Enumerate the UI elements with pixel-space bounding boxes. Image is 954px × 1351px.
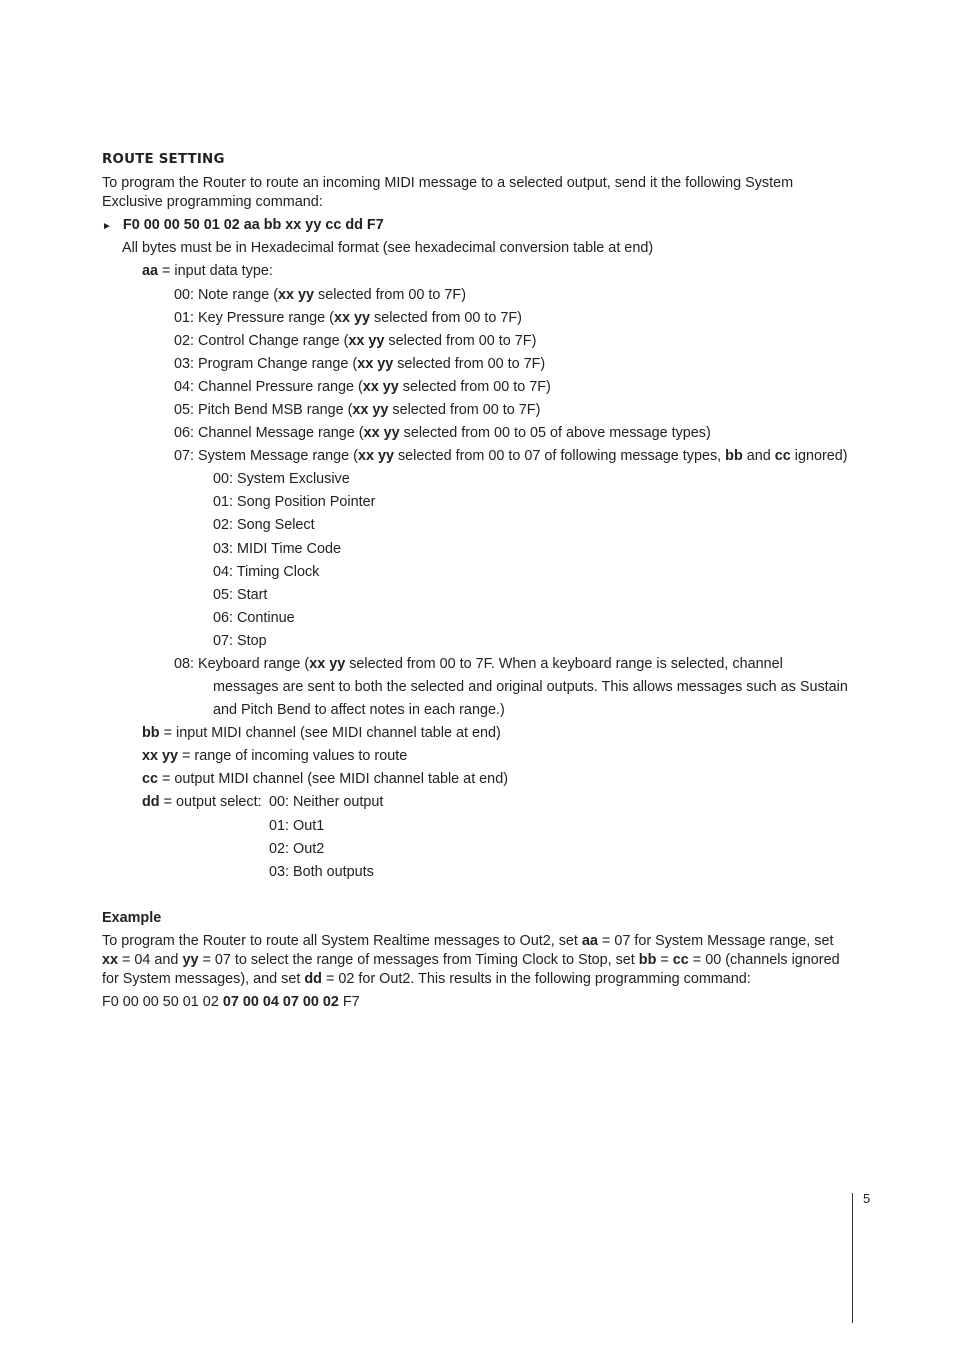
page-number: 5 (863, 1191, 871, 1206)
command-text: F0 00 00 50 01 02 aa bb xx yy cc dd F7 (122, 217, 384, 233)
dd-option: 01: Out1 (269, 818, 325, 834)
aa-desc: = input data type: (158, 263, 273, 279)
type-item: 00: Note range (xx yy selected from 00 to 7F) (174, 287, 466, 303)
triangle-bullet-icon: ► (102, 221, 112, 232)
system-type-item: 01: Song Position Pointer (213, 494, 376, 510)
keyboard-line-2: messages are sent to both the selected and original outputs. This allows messages such as Sustain (213, 679, 848, 695)
example-line-3: for System messages), and set dd = 02 for Out2. This results in the following programming command: (102, 971, 751, 987)
system-type-item: 04: Timing Clock (213, 564, 320, 580)
bb-definition: bb = input MIDI channel (see MIDI channel table at end) (142, 725, 501, 741)
dd-option: 00: Neither output (269, 794, 384, 810)
example-line-1: To program the Router to route all System Realtime messages to Out2, set aa = 07 for System Message range, set (102, 933, 834, 949)
command-line (102, 216, 384, 236)
hex-note: All bytes must be in Hexadecimal format (see hexadecimal conversion table at end) (122, 240, 654, 256)
dd-option: 03: Both outputs (269, 864, 374, 880)
dd-definition: dd = output select: (142, 794, 262, 810)
dd-option: 02: Out2 (269, 841, 325, 857)
system-type-item: 02: Song Select (213, 517, 315, 533)
type-item: 01: Key Pressure range (xx yy selected from 00 to 7F) (174, 310, 522, 326)
intro-line-2: Exclusive programming command: (102, 194, 323, 210)
margin-rule (852, 1193, 853, 1323)
aa-definition (142, 262, 273, 281)
cc-definition: cc = output MIDI channel (see MIDI channel table at end) (142, 771, 508, 787)
system-type-item: 05: Start (213, 587, 268, 603)
type-item-keyboard: 08: Keyboard range (xx yy selected from 00 to 7F. When a keyboard range is selected, channel (174, 656, 783, 672)
type-item: 02: Control Change range (xx yy selected from 00 to 7F) (174, 333, 537, 349)
system-type-item: 00: System Exclusive (213, 471, 350, 487)
intro-line-1: To program the Router to route an incoming MIDI message to a selected output, send it the following System (102, 175, 794, 191)
type-item: 04: Channel Pressure range (xx yy selected from 00 to 7F) (174, 379, 551, 395)
example-title: Example (102, 910, 162, 926)
example-command: F0 00 00 50 01 02 07 00 04 07 00 02 F7 (102, 994, 360, 1010)
xxyy-definition: xx yy = range of incoming values to route (142, 748, 408, 764)
section-title: ROUTE SETTING (102, 152, 225, 167)
type-item: 03: Program Change range (xx yy selected from 00 to 7F) (174, 356, 546, 372)
system-type-item: 06: Continue (213, 610, 295, 626)
type-item: 05: Pitch Bend MSB range (xx yy selected from 00 to 7F) (174, 402, 541, 418)
type-item-system: 07: System Message range (xx yy selected from 00 to 07 of following message types, bb and cc ignored) (174, 448, 848, 464)
type-item: 06: Channel Message range (xx yy selected from 00 to 05 of above message types) (174, 425, 711, 441)
aa-key: aa (142, 263, 159, 279)
system-type-item: 07: Stop (213, 633, 267, 649)
keyboard-line-3: and Pitch Bend to affect notes in each range.) (213, 702, 505, 718)
example-line-2: xx = 04 and yy = 07 to select the range of messages from Timing Clock to Stop, set bb = cc = 00 (channels ignored (102, 952, 840, 968)
system-type-item: 03: MIDI Time Code (213, 541, 341, 557)
